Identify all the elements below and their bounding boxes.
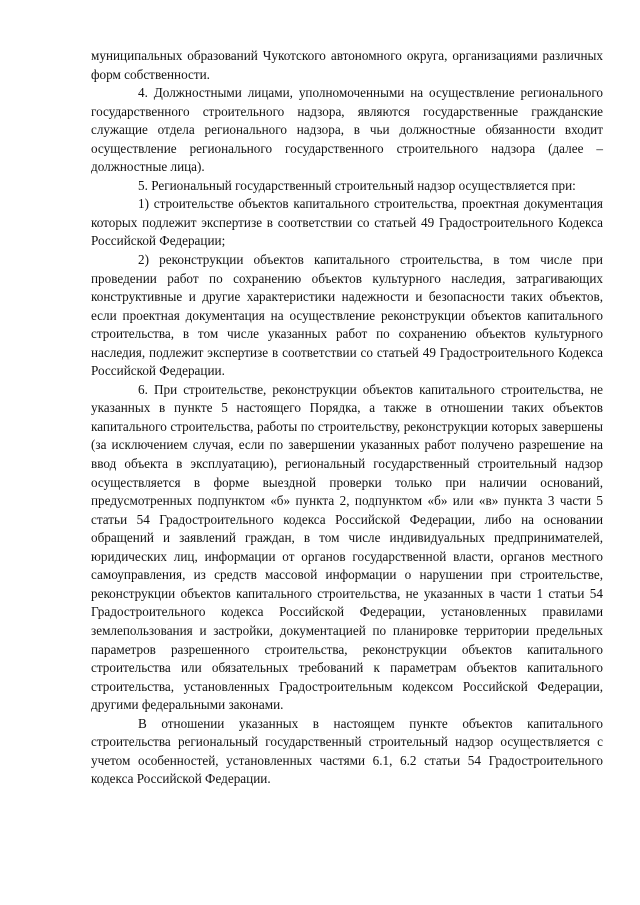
document-page — [91, 47, 603, 789]
paragraph-item-6-note: В отношении указанных в настоящем пункте объектов капитального строительства региональный государственный строительный надзор осуществляется с учетом особенностей, установленных частями 6.1, 6.2 статьи 54 Градостроительного кодекса Российской Федерации. — [91, 715, 603, 787]
paragraph-continuation: муниципальных образований Чукотского автономного округа, организациями различных форм собственности. — [91, 48, 603, 82]
paragraph-item-5-2: 2) реконструкции объектов капитального строительства, в том числе при проведении работ по сохранению объектов культурного наследия, затрагивающих конструктивные и другие характеристики надежности и безопасности таких объектов, если проектная документация на осуществление реконструкции объектов капитального строительства, в том числе указанных работ по сохранению объектов культурного наследия, подлежит экспертизе в соответствии со статьей 49 Градостроительного Кодекса Российской Федерации. — [91, 252, 603, 379]
paragraph-item-5: 5. Региональный государственный строительный надзор осуществляется при: — [138, 177, 576, 193]
paragraph-item-6: 6. При строительстве, реконструкции объектов капитального строительства, не указанных в пункте 5 настоящего Порядка, а также в отношении таких объектов капитального строительства, работы по строительству, реконструкции которых завершены (за исключением случая, если по завершении указанных работ получено разрешение на ввод объекта в эксплуатацию), региональный государственный строительный надзор осуществляется в форме выездной проверки только при наличии оснований, предусмотренных подпунктом «б» пункта 2, подпунктом «б» или «в» пункта 3 части 5 статьи 54 Градостроительного кодекса Российской Федерации, либо на основании обращений и заявлений граждан, в том числе индивидуальных предпринимателей, юридических лиц, информации от органов государственной власти, органов местного самоуправления, из средств массовой информации о нарушении при строительстве, реконструкции объектов капитального строительства, не указанных в части 1 статьи 54 Градостроительного кодекса Российской Федерации, установленных правилами землепользования и застройки, документацией по планировке территории предельных параметров разрешенного строительства, реконструкции объектов капитального строительства или обязательных требований к параметрам объектов капитального строительства, установленных Градостроительным кодексом Российской Федерации, другими федеральными законами. — [91, 381, 603, 713]
paragraph-item-5-1: 1) строительстве объектов капитального строительства, проектная документация которых подлежит экспертизе в соответствии со статьей 49 Градостроительного Кодекса Российской Федерации; — [91, 196, 603, 249]
paragraph-item-4: 4. Должностными лицами, уполномоченными на осуществление регионального государственного строительного надзора, являются государственные гражданские служащие отдела регионального надзора, в чьи должностные обязанности входит осуществление регионального государственного строительного надзора (далее – должностные лица). — [91, 85, 603, 175]
